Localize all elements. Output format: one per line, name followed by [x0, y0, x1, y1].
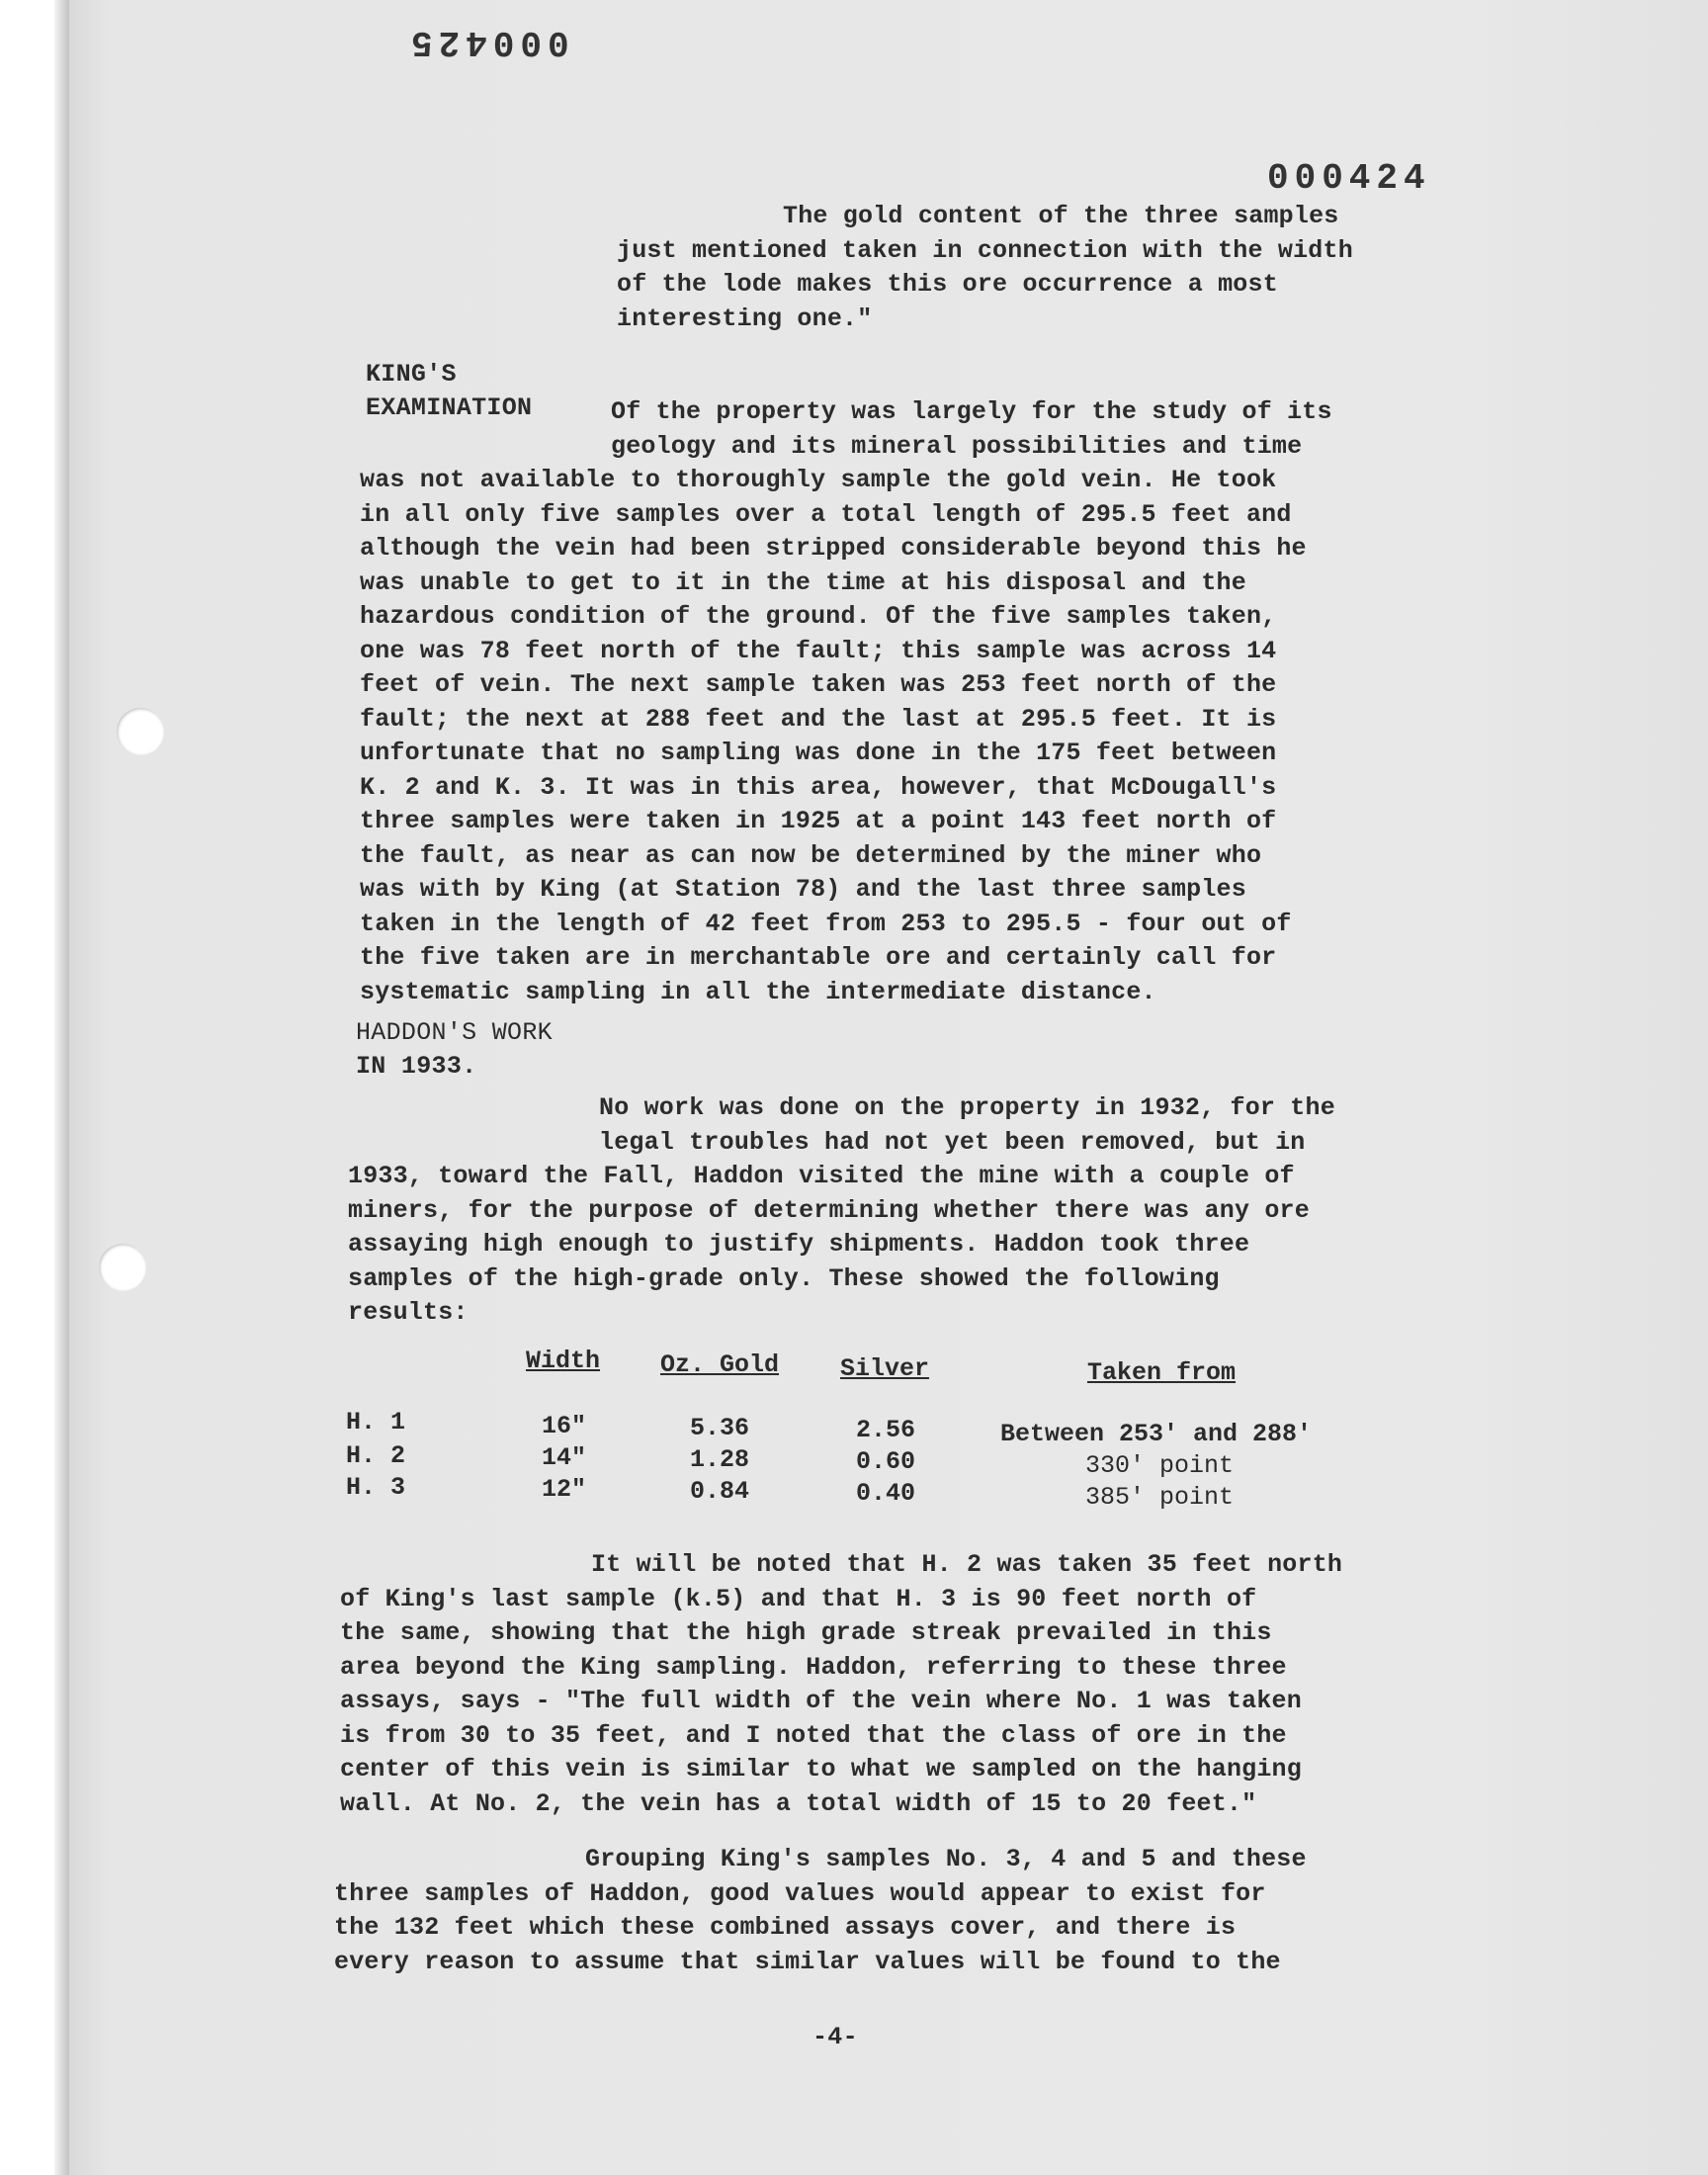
- text-line: miners, for the purpose of determining whether there was any ore: [348, 1195, 1310, 1225]
- stamp-number-upside-down: 000425: [405, 22, 569, 62]
- row-silver: 2.56: [856, 1416, 916, 1444]
- text-line: the five taken are in merchantable ore and certainly call for: [360, 943, 1277, 972]
- text-line: assaying high enough to justify shipments. Haddon took three: [348, 1230, 1250, 1259]
- text-line: just mentioned taken in connection with the width: [617, 235, 1353, 265]
- text-line: one was 78 feet north of the fault; this sample was across 14: [360, 636, 1277, 665]
- text-line: Of the property was largely for the study of its: [611, 397, 1332, 426]
- text-line: 1933, toward the Fall, Haddon visited the mine with a couple of: [348, 1162, 1295, 1190]
- text-line: systematic sampling in all the intermediate distance.: [360, 977, 1156, 1006]
- row-silver: 0.60: [856, 1447, 916, 1476]
- text-line: results:: [348, 1298, 469, 1327]
- row-width: 12": [542, 1475, 587, 1504]
- row-taken-from: 330' point: [1085, 1451, 1235, 1480]
- row-taken-from: Between 253' and 288': [1000, 1420, 1313, 1448]
- text-line: It will be noted that H. 2 was taken 35 feet north: [591, 1550, 1343, 1579]
- text-line: the same, showing that the high grade streak prevailed in this: [340, 1618, 1272, 1647]
- row-gold: 0.84: [690, 1477, 750, 1506]
- text-line: in all only five samples over a total length of 295.5 feet and: [360, 499, 1292, 529]
- grouping-paragraph: [334, 1843, 1307, 1979]
- text-line: the fault, as near as can now be determined by the miner who: [360, 840, 1262, 870]
- text-line: hazardous condition of the ground. Of the five samples taken,: [360, 602, 1277, 631]
- row-width: 16": [542, 1412, 587, 1440]
- text-line: wall. At No. 2, the vein has a total width of 15 to 20 feet.": [340, 1788, 1257, 1818]
- text-line: K. 2 and K. 3. It was in this area, however, that McDougall's: [360, 772, 1277, 802]
- section-heading: EXAMINATION: [366, 393, 533, 422]
- text-line: taken in the length of 42 feet from 253 to 295.5 - four out of: [360, 909, 1292, 938]
- table-header-width: Width: [526, 1347, 601, 1375]
- section-heading: HADDON'S WORK: [356, 1018, 553, 1047]
- text-line: unfortunate that no sampling was done in the 175 feet between: [360, 739, 1277, 767]
- text-line: of King's last sample (k.5) and that H. 3 is 90 feet north of: [340, 1584, 1257, 1613]
- text-line: was with by King (at Station 78) and the last three samples: [360, 875, 1246, 904]
- row-width: 14": [542, 1443, 587, 1472]
- stamp-number: 000424: [1267, 158, 1431, 199]
- text-line: three samples were taken in 1925 at a point 143 feet north of: [360, 807, 1277, 835]
- text-line: every reason to assume that similar values will be found to the: [334, 1947, 1281, 1976]
- text-line: legal troubles had not yet been removed, but in: [599, 1127, 1306, 1157]
- text-line: was not available to thoroughly sample the gold vein. He took: [360, 466, 1277, 494]
- row-silver: 0.40: [856, 1479, 916, 1508]
- section-heading: IN 1933.: [356, 1052, 477, 1081]
- noted-paragraph: [340, 1548, 1342, 1821]
- row-id: H. 2: [346, 1441, 406, 1470]
- text-line: assays, says - "The full width of the vein where No. 1 was taken: [340, 1687, 1302, 1715]
- row-id: H. 1: [346, 1408, 406, 1436]
- text-line: Grouping King's samples No. 3, 4 and 5 and these: [585, 1845, 1307, 1873]
- punch-hole-lower: [99, 1244, 146, 1291]
- text-line: was unable to get to it in the time at his disposal and the: [360, 567, 1246, 597]
- intro-paragraph: [617, 200, 1353, 336]
- text-line: the 132 feet which these combined assays cover, and there is: [334, 1913, 1237, 1942]
- text-line: feet of vein. The next sample taken was 253 feet north of the: [360, 670, 1277, 699]
- text-line: interesting one.": [617, 304, 873, 333]
- text-line: geology and its mineral possibilities and time: [611, 431, 1303, 461]
- text-line: is from 30 to 35 feet, and I noted that the class of ore in the: [340, 1720, 1287, 1750]
- text-line: center of this vein is similar to what we sampled on the hanging: [340, 1755, 1302, 1784]
- table-header-silver: Silver: [840, 1354, 930, 1383]
- row-gold: 5.36: [690, 1414, 750, 1442]
- kings-paragraph: [360, 395, 1332, 1009]
- row-gold: 1.28: [690, 1445, 750, 1474]
- section-heading: KING'S: [366, 360, 457, 389]
- text-line: of the lode makes this ore occurrence a most: [617, 270, 1278, 299]
- row-taken-from: 385' point: [1085, 1483, 1235, 1512]
- text-line: No work was done on the property in 1932, for the: [599, 1093, 1335, 1122]
- haddon-paragraph: [348, 1091, 1335, 1331]
- row-id: H. 3: [346, 1473, 406, 1502]
- text-line: The gold content of the three samples: [783, 202, 1339, 230]
- text-line: fault; the next at 288 feet and the last at 295.5 feet. It is: [360, 704, 1277, 734]
- table-header-gold: Oz. Gold: [660, 1350, 780, 1379]
- text-line: samples of the high-grade only. These showed the following: [348, 1263, 1220, 1293]
- punch-hole-upper: [117, 708, 164, 755]
- text-line: three samples of Haddon, good values would appear to exist for: [334, 1878, 1266, 1908]
- table-header-taken-from: Taken from: [1087, 1358, 1237, 1387]
- text-line: although the vein had been stripped considerable beyond this he: [360, 534, 1307, 563]
- page-number: -4-: [812, 2023, 858, 2051]
- text-line: area beyond the King sampling. Haddon, referring to these three: [340, 1652, 1287, 1682]
